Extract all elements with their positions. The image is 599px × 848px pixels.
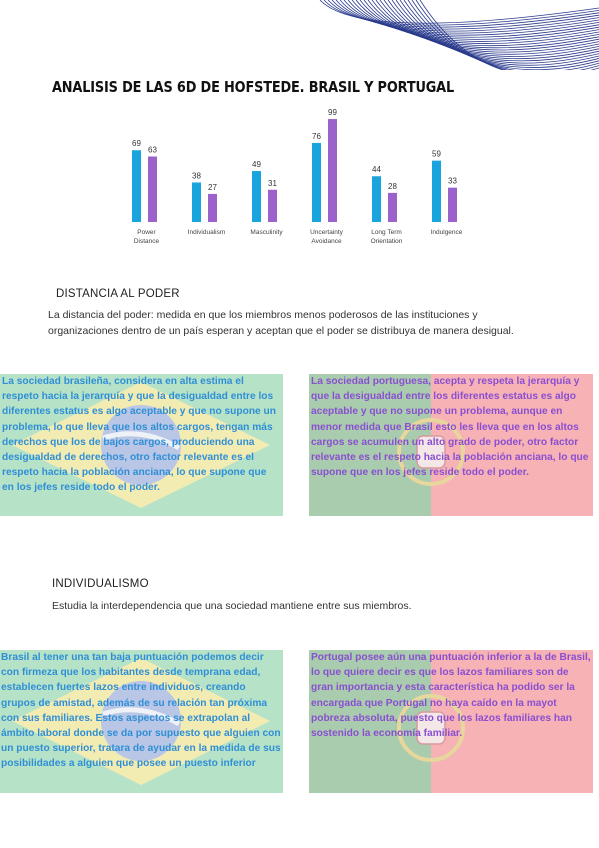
bar-data-label: 27 xyxy=(208,182,217,192)
bar-series-2 xyxy=(388,193,397,222)
bar-series-1 xyxy=(432,161,441,222)
decorative-curve-line xyxy=(332,0,599,29)
portugal-text-power-distance: La sociedad portuguesa, acepta y respeta la jerarquía y que la desigualdad entre los diferentes estatus es algo aceptable y que no supone un problema, aunque en menor medida que Brasil esto les lleva que en los altos cargos se acumulen un alto grado de poder, otro factor relevante es el respeto hacia la población anciana, lo que supone que en los jefes reside todo el poder. xyxy=(311,376,589,479)
bar-series-1 xyxy=(192,182,201,222)
brasil-text-power-distance: La sociedad brasileña, considera en alta estima el respeto hacia la jerarquía y que la desigualdad entre los diferentes estatus es algo aceptable y que no supone un problema, lo que lleva que los altos cargos, tengan más derechos que los de bajos cargos, produciendo una desigualdad de derechos, otro factor relevante es el respeto hacia la población anciana, lo que supone que en los jefes reside todo el poder. xyxy=(2,376,276,494)
x-tick-label: Uncertainty xyxy=(310,229,343,236)
decorative-curve-line xyxy=(344,0,599,35)
section-heading-power-distance: DISTANCIA AL PODER xyxy=(56,288,180,300)
bar-data-label: 31 xyxy=(268,178,277,188)
bar-series-2 xyxy=(208,194,217,222)
bar-series-2 xyxy=(448,188,457,222)
x-tick-label: Indulgence xyxy=(430,229,463,236)
brasil-card-power-distance xyxy=(0,374,283,516)
bar-data-label: 69 xyxy=(132,139,141,149)
x-tick-label: Long Term xyxy=(371,229,402,236)
bar-series-2 xyxy=(268,190,277,222)
x-tick-label: Masculinity xyxy=(250,229,283,236)
bar-series-1 xyxy=(312,143,321,222)
bar-series-1 xyxy=(252,171,261,222)
x-tick-label: Individualism xyxy=(187,229,226,236)
x-tick-label: Avoidance xyxy=(311,238,342,245)
bar-data-label: 76 xyxy=(312,131,321,141)
x-tick-label: Power xyxy=(137,229,156,236)
bar-data-label: 28 xyxy=(388,181,397,191)
decorative-wave-lines xyxy=(300,0,599,70)
bar-data-label: 44 xyxy=(372,165,381,175)
bar-data-label: 63 xyxy=(148,145,157,155)
portugal-text-individualism: Portugal posee aún una puntuación inferior a la de Brasil, lo que quiere decir es que los lazos familiares son de gran importancia y esta característica ha podido ser la encargada que Portugal no haya caído en la mayot pobreza absoluta, puesto que los lazos familiares han sostenido la economía familiar. xyxy=(311,652,591,740)
bar-data-label: 38 xyxy=(192,171,201,181)
portugal-card-individualism xyxy=(309,650,593,793)
bar-series-1 xyxy=(132,150,141,222)
bar-data-label: 99 xyxy=(328,108,337,118)
bar-data-label: 59 xyxy=(432,149,441,159)
x-tick-label: Orientation xyxy=(370,238,403,245)
brasil-text-individualism: Brasil al tener una tan baja puntuación podemos decir con firmeza que los habitantes desde temprana edad, establecen fuertes lazos entre individuos, creando grupos de amistad, además de su relación tan próxima con sus familiares. Estos aspectos se extrapolan al ámbito laboral donde se da por supuesto que alguien con un puesto superior, tratara de ayudar en la medida de sus posibilidades a alguien que posee un puesto inferior xyxy=(1,652,281,770)
decorative-curve-line xyxy=(320,0,599,23)
decorative-curve-line xyxy=(352,0,599,39)
bar-series-2 xyxy=(148,156,157,222)
section-description-power-distance: La distancia del poder: medida en que los miembros menos poderosos de las instituciones y organizaciones dentro de un país esperan y aceptan que el poder se distribuya de manera desigual. xyxy=(48,309,514,337)
brasil-card-individualism xyxy=(0,650,283,793)
bar-data-label: 49 xyxy=(252,160,261,170)
bar-series-2 xyxy=(328,119,337,222)
decorative-curve-line xyxy=(400,0,599,65)
portugal-card-power-distance xyxy=(309,374,593,516)
page-title: ANALISIS DE LAS 6D DE HOFSTEDE. BRASIL Y PORTUGAL xyxy=(52,78,455,96)
x-tick-label: Distance xyxy=(133,238,160,245)
hofstede-bar-chart xyxy=(110,108,490,253)
section-description-individualism: Estudia la interdependencia que una sociedad mantiene entre sus miembros. xyxy=(52,600,412,612)
bar-data-label: 33 xyxy=(448,176,457,186)
bar-series-1 xyxy=(372,176,381,222)
section-heading-individualism: INDIVIDUALISMO xyxy=(52,578,149,590)
